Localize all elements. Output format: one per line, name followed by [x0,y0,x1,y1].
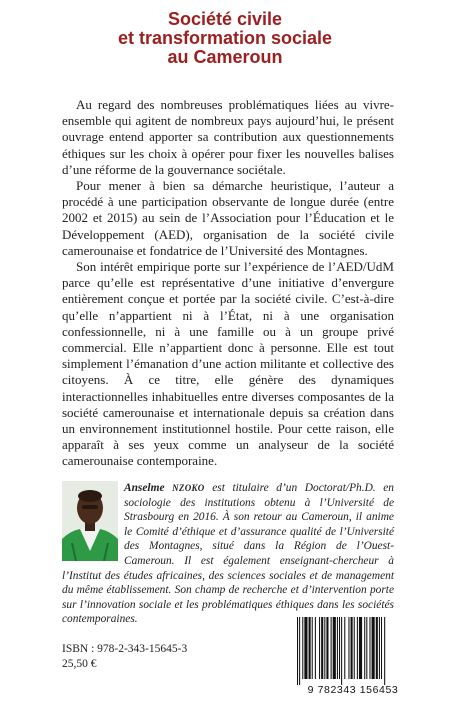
summary-paragraph: Son intérêt empirique porte sur l’expérience de l’AED/UdM parce qu’elle est représentative d’une initiative d’envergure entièrement conçue et portée par la société civile. C’est-à-dire qu’elle n’appartient ni à l’État, ni à une organisation confessionnelle, ni à une famille ou à un groupe privé commercial. Elle n’appartient donc à personne. Elle est tout simplement l’émanation d’une action militante et collective des citoyens. À ce titre, elle génère des dynamiques interactionnelles inhabituelles entre diverses composantes de la société camerounaise et internationale depuis sa création dans un environnement institutionnel hostile. Pour cette raison, elle apparaît à ses yeux comme un analyseur de la société camerounaise contemporaine. [62,259,394,469]
barcode-bar [337,617,338,679]
barcode-bar [309,617,311,679]
barcode-bar [339,617,340,679]
isbn: ISBN : 978-2-343-15645-3 [62,643,188,655]
summary-text [62,97,394,470]
barcode-bar [324,617,325,679]
barcode-bar [369,617,370,679]
barcode-bar [384,617,385,685]
barcode-bar [372,617,375,679]
price: 25,50 € [62,658,97,670]
title-line-3: au Cameroun [167,47,283,67]
book-title [20,10,430,67]
barcode-bar [304,617,307,679]
barcode-bar [376,617,378,679]
barcode [291,617,415,696]
barcode-bar [312,617,313,679]
barcode-bar [297,617,298,685]
barcode-bar [348,617,349,679]
barcode-bar [344,617,345,679]
barcode-bar [354,617,355,679]
isbn-price-block [62,642,187,672]
barcode-bar [319,617,320,679]
barcode-bar [379,617,380,679]
barcode-bar [333,617,336,679]
title-line-1: Société civile [167,9,283,29]
summary-paragraph: Pour mener à bien sa démarche heuristique, l’auteur a procédé à une participation observante de longue durée (entre 2002 et 2015) au sein de l’Association pour l’Éducation et le Développement (AED), organisation de la société civile camerounaise et fondatrice de l’Université des Montagnes. [62,178,394,258]
barcode-bar [357,617,358,679]
barcode-bar [299,617,300,685]
barcode-bar [302,617,303,679]
barcode-bar [351,617,353,679]
author-bio-text: est titulaire d’un Doctorat/Ph.D. en sociologie des institutions obtenu à l’Université de Strasbourg en 2016. À son retour au Cameroun, il anime le Comité d’éthique et d’assurance qualité de l’Université des Montagnes, situé dans la Région de l’Ouest-Cameroun. Il est également enseignant-chercheur à l’Institut des études africaines, des sciences sociales et de management du même établissement. Son champ de recherche et d’intervention porte sur l’innovation sociale et les problématiques éthiques dans les sociétés contemporaines. [62,482,394,626]
barcode-bar [315,617,316,679]
barcode-bar [364,617,365,679]
barcode-bar [326,617,328,679]
author-bio [62,481,394,627]
author-first-name: Anselme [124,482,165,494]
barcode-bars [291,617,415,685]
barcode-bar [331,617,332,679]
title-line-2: et transformation sociale [117,28,333,48]
barcode-bar [321,617,323,679]
barcode-bar [366,617,367,679]
author-last-name: NZOKO [172,483,205,493]
barcode-number: 9 782343 156453 [307,684,399,696]
summary-paragraph: Au regard des nombreuses problématiques liées au vivre-ensemble qui agitent de nombreux pays aujourd’hui, le présent ouvrage entend apporter sa contribution aux questionnements éthiques sur les choix à opérer pour fixer les nouvelles balises d’une réforme de la gouvernance sociétale. [62,97,394,177]
barcode-bar [381,617,382,679]
barcode-bar [359,617,362,679]
barcode-bar [341,617,342,685]
